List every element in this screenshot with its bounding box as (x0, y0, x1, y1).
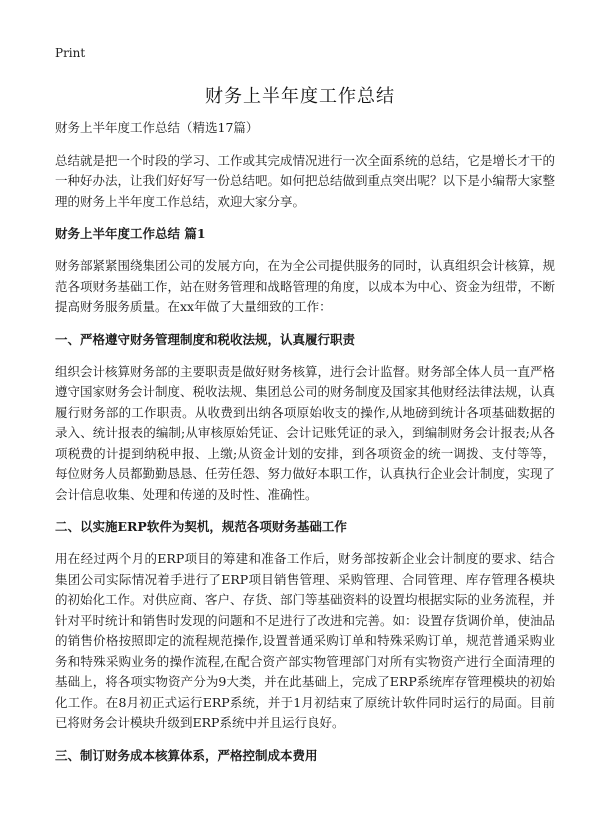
point-body-1: 组织会计核算财务部的主要职责是做好财务核算，进行会计监督。财务部全体人员一直严格遵守国家财务会计制度、税收法规、集团总公司的财务制度及国家其他财经法律法规，认真履行财务部的工作职责。从收费到出纳各项原始收支的操作,从地磅到统计各项基础数据的录入、统计报表的编制;从审核原始凭证、会计记账凭证的录入，到编制财务会计报表;从各项税费的计提到纳税申报、上缴;从资金计划的安排，到各项资金的统一调拨、支付等等，每位财务人员都勤勤恳恳、任劳任怨、努力做好本职工作，认真执行企业会计制度，实现了会计信息收集、处理和传递的及时性、准确性。 (55, 363, 556, 502)
document-body (55, 118, 555, 778)
print-label: Print (55, 46, 86, 60)
intro-paragraph: 总结就是把一个时段的学习、工作或其完成情况进行一次全面系统的总结，它是增长才干的一种好办法，让我们好好写一份总结吧。如何把总结做到重点突出呢？以下是小编帮大家整理的财务上半年度工作总结，欢迎大家分享。 (55, 152, 556, 209)
section-heading: 财务上半年度工作总结 篇1 (55, 226, 206, 241)
section-intro-paragraph: 财务部紧紧围绕集团公司的发展方向，在为全公司提供服务的同时，认真组织会计核算，规范各项财务基础工作，站在财务管理和战略管理的角度，以成本为中心、资金为纽带，不断提高财务服务质量。在xx年做了大量细致的工作： (55, 258, 556, 314)
document-subtitle: 财务上半年度工作总结（精选17篇） (55, 120, 259, 135)
point-heading-3: 三、制订财务成本核算体系，严格控制成本费用 (55, 747, 318, 763)
point-body-2: 用在经过两个月的ERP项目的筹建和准备工作后，财务部按新企业会计制度的要求、结合集团公司实际情况着手进行了ERP项目销售管理、采购管理、合同管理、库存管理各模块的初始化工作。对供应商、客户、存货、部门等基础资料的设置均根据实际的业务流程，并针对平时统计和销售时发现的问题和不足进行了改进和完善。如：设置存货调价单，使油品的销售价格按照即定的流程规范操作,设置普通采购订单和特殊采购订单，规范普通采购业务和特殊采购业务的操作流程,在配合资产部实物管理部门对所有实物资产进行全面清理的基础上，将各项实物资产分为9大类，并在此基础上，完成了ERP系统库存管理模块的初始化工作。在8月初正式运行ERP系统，并于1月初结束了原统计软件同时运行的局面。目前已将财务会计模块升级到ERP系统中并且运行良好。 (55, 551, 556, 730)
point-heading-2: 二、以实施ERP软件为契机，规范各项财务基础工作 (55, 519, 347, 534)
point-heading-1: 一、严格遵守财务管理制度和税收法规，认真履行职责 (55, 331, 356, 347)
document-title: 财务上半年度工作总结 (205, 86, 395, 107)
